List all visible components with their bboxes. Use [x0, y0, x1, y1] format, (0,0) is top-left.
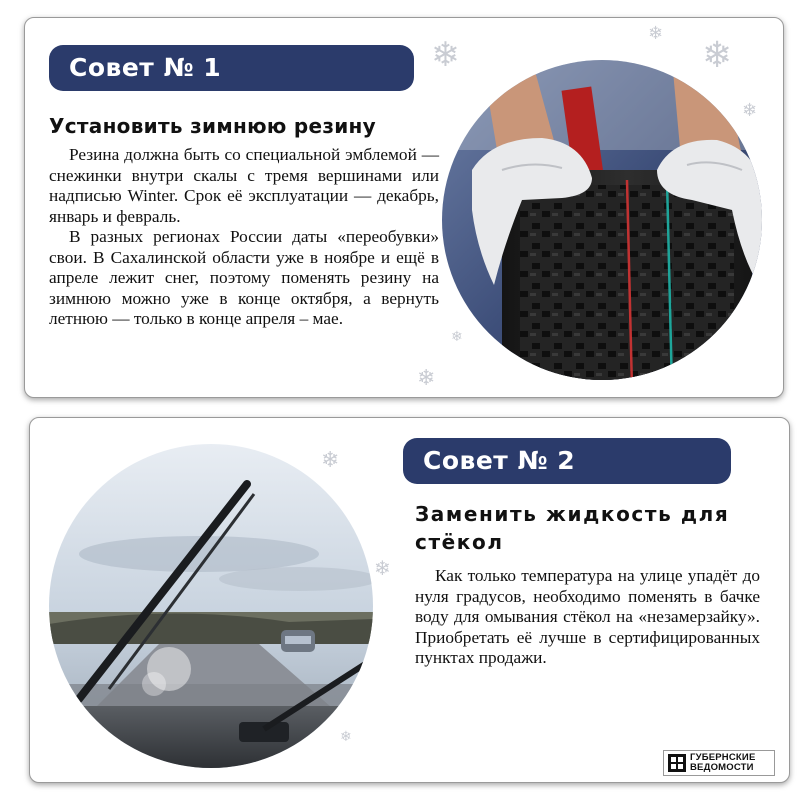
tip-2-paragraph-1: Как только температура на улице упадёт до нуля градусов, необходимо поменять в бачке воду для омывания стёкол на «незамерзайку». Приобретать её лучше в сертифицированных пунктах продажи. [415, 566, 760, 667]
tip-1-paragraph-2: В разных регионах России даты «переобувки» свои. В Сахалинской области уже в ноябре и ещё в апреле лежит снег, поэтому поменять резину на зимнюю можно уже в конце октября, а вернуть летнюю — только в конце апреля – мае. [49, 227, 439, 328]
snowflake-icon: ❄ [417, 366, 436, 391]
snowflake-icon: ❄ [374, 556, 391, 580]
winter-tire-photo [442, 60, 762, 380]
snowflake-icon: ❄ [321, 448, 340, 473]
logo-line-1: ГУБЕРНСКИЕ [690, 752, 756, 763]
snowflake-icon: ❄ [648, 23, 664, 44]
tip-2-banner: Совет № 2 [403, 438, 731, 484]
tip-2-heading: Заменить жидкость для стёкол [415, 502, 730, 554]
tip-1-card [24, 17, 784, 398]
snowflake-icon: ❄ [431, 35, 460, 75]
snowflake-icon: ❄ [451, 329, 463, 345]
logo-emblem-icon [668, 754, 686, 772]
tip-1-banner: Совет № 1 [49, 45, 414, 91]
logo-text [690, 753, 755, 773]
tip-1-heading: Установить зимнюю резину [49, 114, 377, 138]
snowflake-icon: ❄ [742, 100, 758, 121]
tip-2-card [29, 417, 790, 783]
publisher-logo [663, 750, 775, 776]
tip-2-body [415, 566, 760, 669]
windshield-wiper-photo [49, 444, 373, 768]
tip-1-paragraph-1: Резина должна быть со специальной эмблемой — снежинки внутри скалы с тремя вершинами или надписью Winter. Срок её эксплуатации — декабрь, январь и февраль. [49, 145, 439, 226]
snowflake-icon: ❄ [340, 729, 352, 745]
snowflake-icon: ❄ [702, 35, 733, 76]
tip-1-body [49, 145, 439, 330]
logo-line-2: ВЕДОМОСТИ [690, 762, 754, 773]
